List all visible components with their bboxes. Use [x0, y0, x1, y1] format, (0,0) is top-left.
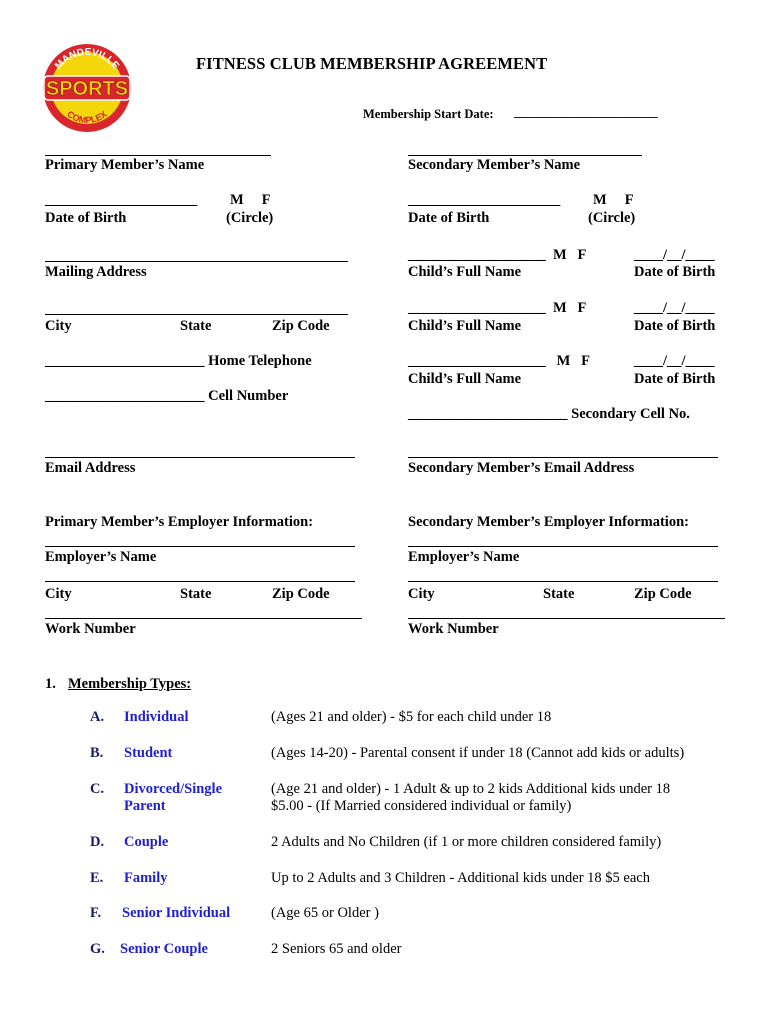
primary-employer-city-label: City	[45, 586, 72, 602]
secondary-circle-label: (Circle)	[588, 210, 636, 226]
secondary-name-label: Secondary Member’s Name	[408, 157, 581, 173]
type-f-letter: F.	[90, 905, 102, 921]
sports-complex-logo	[40, 42, 134, 134]
child-2-dob-field[interactable]: ____/__/____	[634, 300, 715, 316]
type-c-desc-line2: $5.00 - (If Married considered individual or family)	[271, 798, 572, 814]
child-1-dob-label: Date of Birth	[634, 264, 716, 280]
secondary-work-number-label: Work Number	[408, 621, 499, 637]
type-c-name-line2[interactable]: Parent	[124, 798, 166, 814]
type-f-desc: (Age 65 or Older )	[271, 905, 379, 921]
child-3-dob-field[interactable]: ____/__/____	[634, 353, 715, 369]
type-f-name[interactable]: Senior Individual	[122, 905, 231, 921]
type-a-name[interactable]: Individual	[124, 709, 189, 725]
child-2-dob-label: Date of Birth	[634, 318, 716, 334]
type-b-desc: (Ages 14-20) - Parental consent if under 18 (Cannot add kids or adults)	[271, 745, 685, 761]
primary-circle-label: (Circle)	[226, 210, 274, 226]
section-number: 1.	[45, 676, 56, 692]
form-title: FITNESS CLUB MEMBERSHIP AGREEMENT	[196, 54, 548, 73]
type-c-letter: C.	[90, 781, 105, 797]
secondary-cell-field[interactable]: ______________________ Secondary Cell No.	[408, 406, 690, 422]
child-2-name-label: Child’s Full Name	[408, 318, 522, 334]
type-g-letter: G.	[90, 941, 105, 957]
secondary-employer-state-label: State	[543, 586, 575, 602]
type-c-name[interactable]: Divorced/Single	[124, 781, 223, 797]
logo-top-text: MANDEVILLE	[53, 46, 121, 72]
secondary-dob-field[interactable]: _____________________	[408, 192, 561, 208]
child-1-name-field[interactable]: ___________________ M F	[408, 247, 587, 263]
primary-name-label: Primary Member’s Name	[45, 157, 205, 173]
child-3-name-label: Child’s Full Name	[408, 371, 522, 387]
secondary-employer-info-heading: Secondary Member’s Employer Information:	[408, 514, 689, 530]
mailing-address-label: Mailing Address	[45, 264, 147, 280]
email-field[interactable]	[45, 457, 355, 458]
membership-types-heading: Membership Types:	[68, 676, 192, 692]
primary-employer-name-field[interactable]	[45, 546, 355, 547]
primary-work-number-label: Work Number	[45, 621, 136, 637]
secondary-name-field[interactable]	[408, 155, 642, 156]
city-state-zip-field[interactable]	[45, 314, 348, 315]
secondary-employer-city-field[interactable]	[408, 581, 718, 582]
primary-employer-city-field[interactable]	[45, 581, 355, 582]
secondary-gender-options[interactable]: M F	[593, 192, 634, 208]
primary-employer-zip-label: Zip Code	[272, 586, 330, 602]
state-label: State	[180, 318, 212, 334]
type-d-letter: D.	[90, 834, 105, 850]
type-a-desc: (Ages 21 and older) - $5 for each child under 18	[271, 709, 552, 725]
child-2-name-field[interactable]: ___________________ M F	[408, 300, 587, 316]
email-label: Email Address	[45, 460, 136, 476]
type-e-letter: E.	[90, 870, 104, 886]
primary-gender-options[interactable]: M F	[230, 192, 271, 208]
primary-employer-state-label: State	[180, 586, 212, 602]
primary-employer-info-heading: Primary Member’s Employer Information:	[45, 514, 314, 530]
type-e-desc: Up to 2 Adults and 3 Children - Additional kids under 18 $5 each	[271, 870, 650, 886]
secondary-employer-city-label: City	[408, 586, 435, 602]
zip-label: Zip Code	[272, 318, 330, 334]
child-1-dob-field[interactable]: ____/__/____	[634, 247, 715, 263]
start-date-field[interactable]: _______________________	[514, 105, 658, 119]
secondary-employer-zip-label: Zip Code	[634, 586, 692, 602]
start-date-label: Membership Start Date:	[363, 107, 494, 121]
secondary-work-number-field[interactable]	[408, 618, 725, 619]
type-d-desc: 2 Adults and No Children (if 1 or more children considered family)	[271, 834, 662, 850]
secondary-email-label: Secondary Member’s Email Address	[408, 460, 635, 476]
primary-work-number-field[interactable]	[45, 618, 362, 619]
city-label: City	[45, 318, 72, 334]
home-telephone-field[interactable]: ______________________ Home Telephone	[45, 353, 312, 369]
primary-employer-name-label: Employer’s Name	[45, 549, 157, 565]
type-d-name[interactable]: Couple	[124, 834, 169, 850]
type-g-name[interactable]: Senior Couple	[120, 941, 208, 957]
child-3-dob-label: Date of Birth	[634, 371, 716, 387]
secondary-dob-label: Date of Birth	[408, 210, 490, 226]
type-b-name[interactable]: Student	[124, 745, 173, 761]
type-b-letter: B.	[90, 745, 104, 761]
secondary-employer-name-field[interactable]	[408, 546, 718, 547]
type-g-desc: 2 Seniors 65 and older	[271, 941, 402, 957]
mailing-address-field[interactable]	[45, 261, 348, 262]
child-1-name-label: Child’s Full Name	[408, 264, 522, 280]
type-c-desc: (Age 21 and older) - 1 Adult & up to 2 kids Additional kids under 18	[271, 781, 671, 797]
type-e-name[interactable]: Family	[124, 870, 168, 886]
primary-dob-label: Date of Birth	[45, 210, 127, 226]
secondary-email-field[interactable]	[408, 457, 718, 458]
secondary-employer-name-label: Employer’s Name	[408, 549, 520, 565]
type-a-letter: A.	[90, 709, 105, 725]
logo-main-text: SPORTS	[45, 78, 129, 100]
primary-name-field[interactable]	[45, 155, 271, 156]
logo-bottom-text: COMPLEX	[65, 108, 109, 126]
cell-number-field[interactable]: ______________________ Cell Number	[45, 388, 289, 404]
child-3-name-field[interactable]: ___________________ M F	[408, 353, 591, 369]
primary-dob-field[interactable]: _____________________	[45, 192, 198, 208]
